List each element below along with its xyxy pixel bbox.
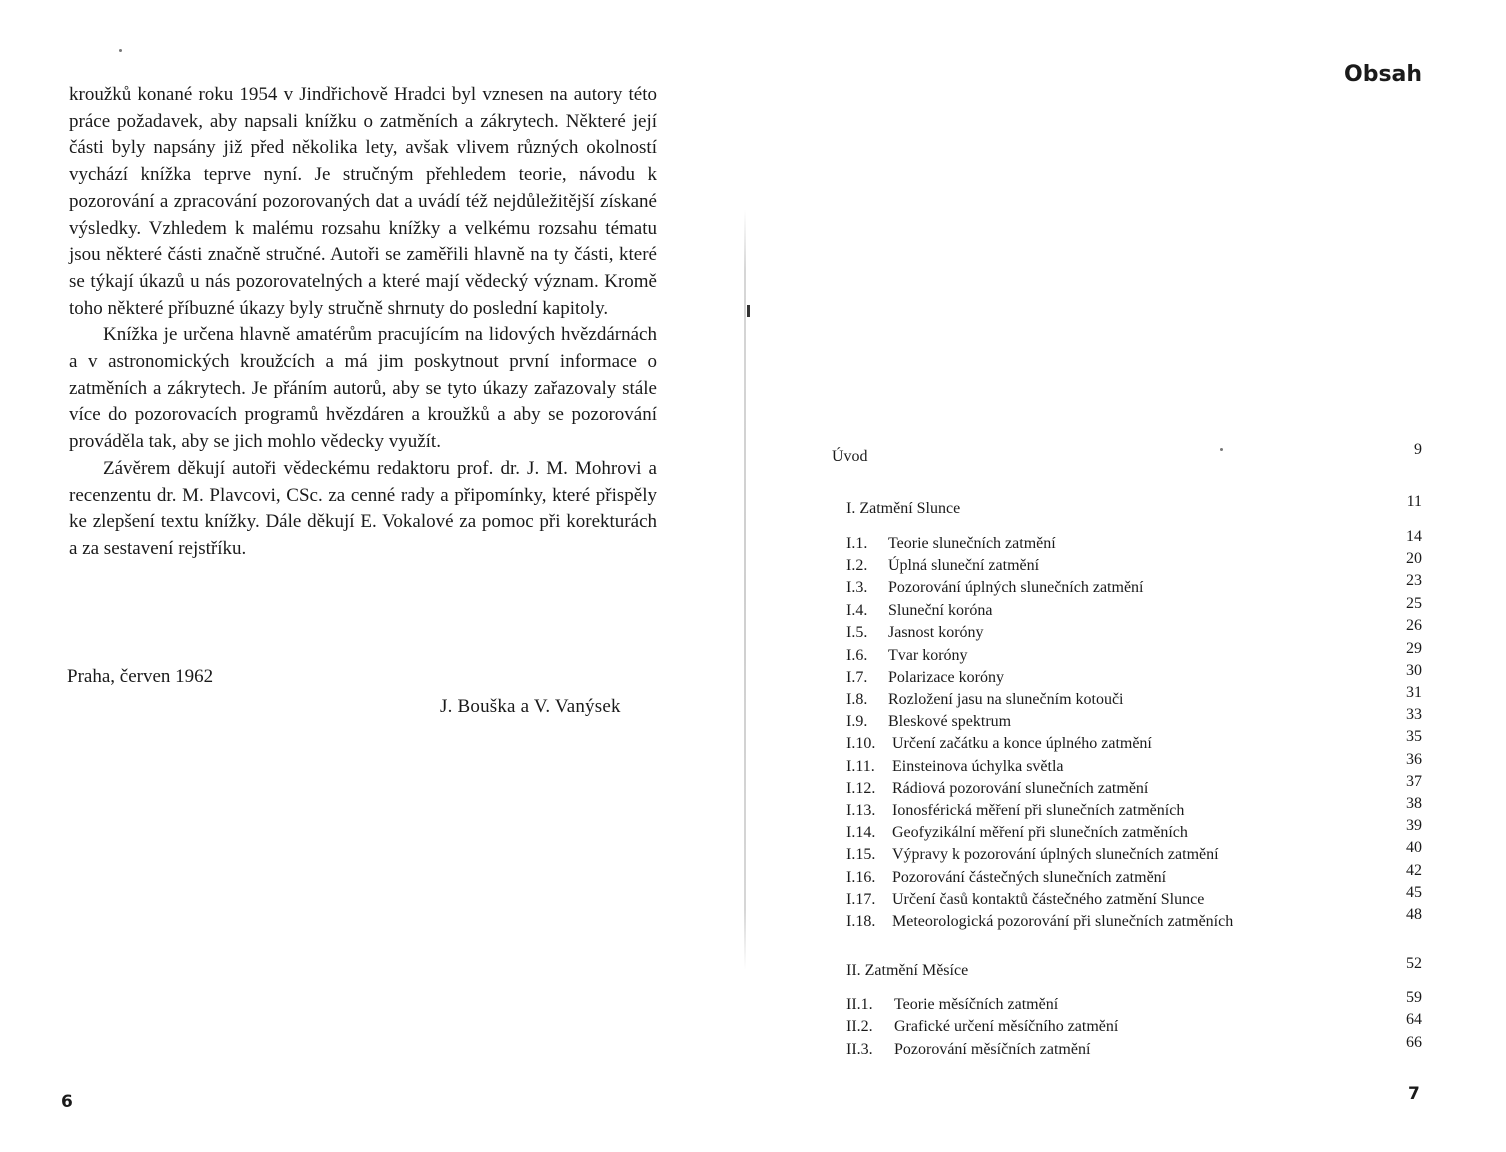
toc-entry-title: Teorie slunečních zatmění (888, 535, 1056, 552)
authors-signature: J. Bouška a V. Vanýsek (440, 696, 621, 717)
toc-entry-title: Ionosférická měření při slunečních zatměních (892, 802, 1185, 819)
toc-entry-number: I.6. (846, 647, 868, 664)
toc-entry-page: 35 (1406, 728, 1422, 745)
table-of-contents (748, 0, 1506, 1152)
toc-entry-title: Polarizace koróny (888, 669, 1004, 686)
toc-entry[interactable] (748, 528, 1506, 557)
toc-entry-number: II.2. (846, 1018, 873, 1035)
toc-chapter[interactable] (748, 493, 1506, 522)
toc-entry-title: I. Zatmění Slunce (846, 500, 961, 517)
toc-entry[interactable] (748, 751, 1506, 780)
toc-entry-page: 42 (1406, 862, 1422, 879)
toc-entry[interactable] (748, 728, 1506, 757)
toc-entry-title: Einsteinova úchylka světla (892, 758, 1064, 775)
toc-entry-page: 45 (1406, 884, 1422, 901)
paragraph-3: Závěrem děkují autoři vědeckému redaktoru prof. dr. J. M. Mohrovi a recenzentu dr. M. Plavcovi, CSc. za cenné rady a připomínky, které přispěly ke zlepšení textu knížky. Dále děkují E. Vokalové za pomoc při korekturách a za sestavení rejstříku. (69, 457, 657, 559)
toc-entry[interactable] (748, 839, 1506, 868)
toc-entry-number: I.1. (846, 535, 868, 552)
toc-entry-number: I.14. (846, 824, 876, 841)
toc-entry-page: 31 (1406, 684, 1422, 701)
toc-heading: Obsah (1344, 62, 1423, 87)
book-gutter (744, 210, 746, 970)
toc-entry-page: 38 (1406, 795, 1422, 812)
toc-entry-page: 39 (1406, 817, 1422, 834)
page-number-left: 6 (61, 1092, 73, 1112)
toc-entry-number: I.13. (846, 802, 876, 819)
toc-entry-page: 36 (1406, 751, 1422, 768)
toc-entry-number: I.2. (846, 557, 868, 574)
place-date: Praha, červen 1962 (67, 666, 214, 687)
toc-entry[interactable] (748, 795, 1506, 824)
toc-entry-page: 30 (1406, 662, 1422, 679)
toc-entry-title: Určení časů kontaktů částečného zatmění Slunce (892, 891, 1205, 908)
toc-entry[interactable] (748, 684, 1506, 713)
toc-entry-page: 59 (1406, 989, 1422, 1006)
toc-entry-page: 11 (1406, 493, 1422, 510)
toc-entry-title: Rozložení jasu na slunečním kotouči (888, 691, 1124, 708)
toc-entry-page: 37 (1406, 773, 1422, 790)
toc-entry-number: I.7. (846, 669, 868, 686)
toc-entry[interactable] (748, 773, 1506, 802)
toc-entry-number: I.10. (846, 735, 876, 752)
toc-entry[interactable] (748, 662, 1506, 691)
toc-entry-title: Jasnost koróny (888, 624, 984, 641)
toc-entry-page: 25 (1406, 595, 1422, 612)
toc-entry-number: I.18. (846, 913, 876, 930)
left-page (0, 0, 746, 1152)
toc-entry-title: Sluneční koróna (888, 602, 993, 619)
toc-entry-title: Pozorování měsíčních zatmění (894, 1041, 1091, 1058)
paragraph-2: Knížka je určena hlavně amatérům pracujícím na lidových hvězdárnách a v astronomických kroužcích a má jim poskytnout první informace o zatměních a zákrytech. Je přáním autorů, aby se tyto úkazy zařazovaly stále více do pozorovacích programů hvězdáren a kroužků a aby se pozorování prováděla tak, aby se jich mohlo vědecky využít. (69, 324, 657, 453)
toc-entry-number: I.12. (846, 780, 876, 797)
paragraph-1: kroužků konané roku 1954 v Jindřichově Hradci byl vznesen na autory této práce požadavek, aby napsali knížku o zatměních a zákrytech. Některé její části byly napsány již před několika lety, avšak vlivem různých okolností vychází knížka teprve nyní. Je stručným přehledem teorie, návodu k pozorování a zpracování pozorovaných dat a uvádí též nejdůležitější získané výsledky. Vzhledem k malému rozsahu knížky a velkému rozsahu tématu jsou některé části značně stručné. Autoři se zaměřili hlavně na ty části, které se týkají úkazů u nás pozorovatelných a které mají vědecký význam. Kromě toho některé příbuzné úkazy byly stručně shrnuty do poslední kapitoly. (69, 84, 657, 319)
toc-entry[interactable] (748, 906, 1506, 935)
toc-entry-title: Geofyzikální měření při slunečních zatměních (892, 824, 1188, 841)
toc-entry[interactable] (748, 595, 1506, 624)
toc-entry-page: 20 (1406, 550, 1422, 567)
speck (1220, 448, 1223, 451)
toc-entry[interactable] (748, 441, 1506, 470)
toc-entry-title: Meteorologická pozorování při slunečních zatměních (892, 913, 1234, 930)
toc-entry-title: II. Zatmění Měsíce (846, 962, 969, 979)
toc-chapter[interactable] (748, 955, 1506, 984)
toc-entry-title: Určení začátku a konce úplného zatmění (892, 735, 1152, 752)
toc-entry-page: 40 (1406, 839, 1422, 856)
toc-entry-number: I.11. (846, 758, 875, 775)
toc-entry-number: II.3. (846, 1041, 873, 1058)
toc-entry-page: 29 (1406, 640, 1422, 657)
right-page (748, 0, 1506, 1152)
toc-entry-number: I.17. (846, 891, 876, 908)
toc-entry-page: 33 (1406, 706, 1422, 723)
toc-entry-number: I.15. (846, 846, 876, 863)
toc-entry-title: Výpravy k pozorování úplných slunečních zatmění (892, 846, 1219, 863)
toc-entry-page: 14 (1406, 528, 1422, 545)
toc-entry-number: I.3. (846, 579, 868, 596)
toc-entry-page: 48 (1406, 906, 1422, 923)
toc-entry[interactable] (748, 550, 1506, 579)
toc-entry-number: I.5. (846, 624, 868, 641)
toc-entry[interactable] (748, 884, 1506, 913)
toc-entry-page: 52 (1406, 955, 1422, 972)
toc-entry-page: 9 (1414, 441, 1422, 458)
toc-entry-title: Pozorování úplných slunečních zatmění (888, 579, 1144, 596)
toc-entry-page: 23 (1406, 572, 1422, 589)
toc-entry-title: Pozorování částečných slunečních zatmění (892, 869, 1167, 886)
toc-entry-page: 66 (1406, 1034, 1422, 1051)
toc-entry-title: Úvod (832, 448, 868, 465)
toc-entry-page: 64 (1406, 1011, 1422, 1028)
speck (119, 49, 122, 52)
toc-entry-number: I.16. (846, 869, 876, 886)
toc-entry-number: I.8. (846, 691, 868, 708)
toc-entry[interactable] (748, 640, 1506, 669)
toc-entry-title: Tvar koróny (888, 647, 968, 664)
toc-entry-number: I.9. (846, 713, 868, 730)
toc-entry-number: II.1. (846, 996, 873, 1013)
preface-text (69, 82, 657, 563)
toc-entry-title: Teorie měsíčních zatmění (894, 996, 1059, 1013)
toc-entry[interactable] (748, 1034, 1506, 1063)
toc-entry[interactable] (748, 862, 1506, 891)
toc-entry[interactable] (748, 989, 1506, 1018)
toc-entry[interactable] (748, 817, 1506, 846)
toc-entry[interactable] (748, 1011, 1506, 1040)
toc-entry-page: 26 (1406, 617, 1422, 634)
toc-entry[interactable] (748, 706, 1506, 735)
toc-entry[interactable] (748, 617, 1506, 646)
page-number-right: 7 (1408, 1084, 1420, 1104)
toc-entry-title: Úplná sluneční zatmění (888, 557, 1040, 574)
toc-entry[interactable] (748, 572, 1506, 601)
toc-entry-number: I.4. (846, 602, 868, 619)
toc-entry-title: Rádiová pozorování slunečních zatmění (892, 780, 1149, 797)
toc-entry-title: Bleskové spektrum (888, 713, 1012, 730)
toc-entry-title: Grafické určení měsíčního zatmění (894, 1018, 1119, 1035)
